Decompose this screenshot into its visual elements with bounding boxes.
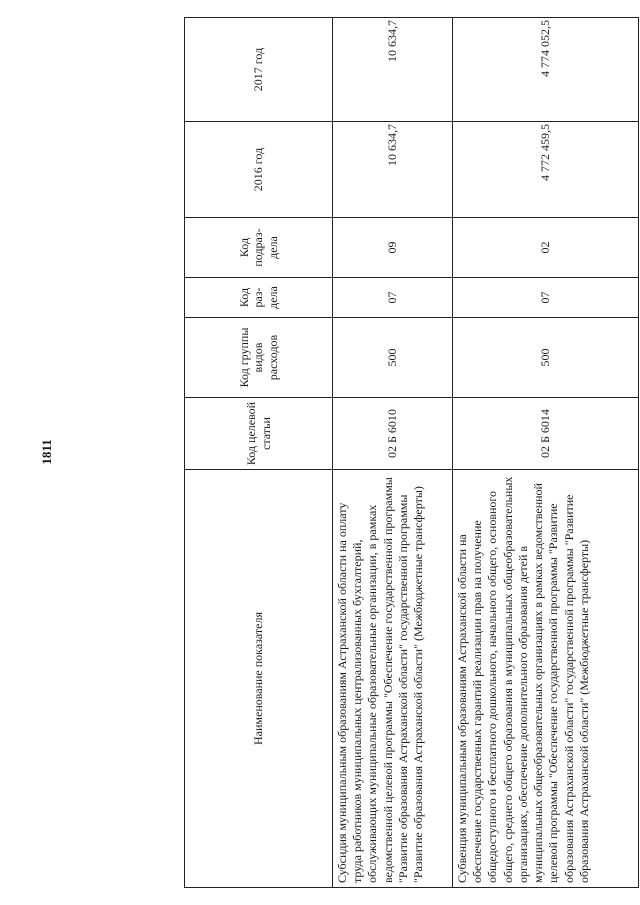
table-row [453, 18, 639, 888]
row-2-name: Субвенция муниципальным образованиям Астраханской области на обеспечение государственных гарантий реализации прав на получение общедоступного и бесплатного дошкольного, начального общего, основного общего, среднего общего образования в муниципальных общеобразовательных организациях, обеспечение дополнительного образования детей в муниципальных общеобразовательных организациях в рамках ведомственной целевой программы "Обеспечение государственной программы "Развитие образования Астраханской области" государственной программы "Развитие образования Астраханской области" (Межбюджетные трансферты) [453, 470, 639, 888]
table-row [333, 18, 453, 888]
row-1-expense-group-code: 500 [333, 318, 453, 398]
page-number: 1811 [39, 439, 54, 465]
header-section-code: Код раз-дела [185, 278, 333, 318]
budget-table [184, 17, 639, 888]
row-2-target-code: 02 Б 6014 [453, 398, 639, 470]
row-1-year-2017: 10 634,7 [333, 18, 453, 122]
row-1-year-2016: 10 634,7 [333, 122, 453, 218]
row-1-section-code: 07 [333, 278, 453, 318]
row-2-section-code: 07 [453, 278, 639, 318]
row-1-target-code: 02 Б 6010 [333, 398, 453, 470]
row-2-year-2017: 4 774 052,5 [453, 18, 639, 122]
row-2-subsection-code: 02 [453, 218, 639, 278]
header-expense-group-code: Код группы видов расходов [185, 318, 333, 398]
row-2-expense-group-code: 500 [453, 318, 639, 398]
header-name: Наименование показателя [185, 470, 333, 888]
table-header-row [185, 18, 333, 888]
header-year-2016: 2016 год [185, 122, 333, 218]
header-target-code: Код целевой статьи [185, 398, 333, 470]
budget-table-container [184, 18, 638, 888]
row-2-year-2016: 4 772 459,5 [453, 122, 639, 218]
row-1-subsection-code: 09 [333, 218, 453, 278]
header-year-2017: 2017 год [185, 18, 333, 122]
header-subsection-code: Код подраз-дела [185, 218, 333, 278]
row-1-name: Субсидия муниципальным образованиям Астраханской области на оплату труда работников муниципальных централизованных бухгалтерий, обслуживающих муниципальные образовательные организации, в рамках ведомственной целевой программы "Обеспечение государственной программы "Развитие образования Астраханской области" государственной программы "Развитие образования Астраханской области" (Межбюджетные трансферты) [333, 470, 453, 888]
